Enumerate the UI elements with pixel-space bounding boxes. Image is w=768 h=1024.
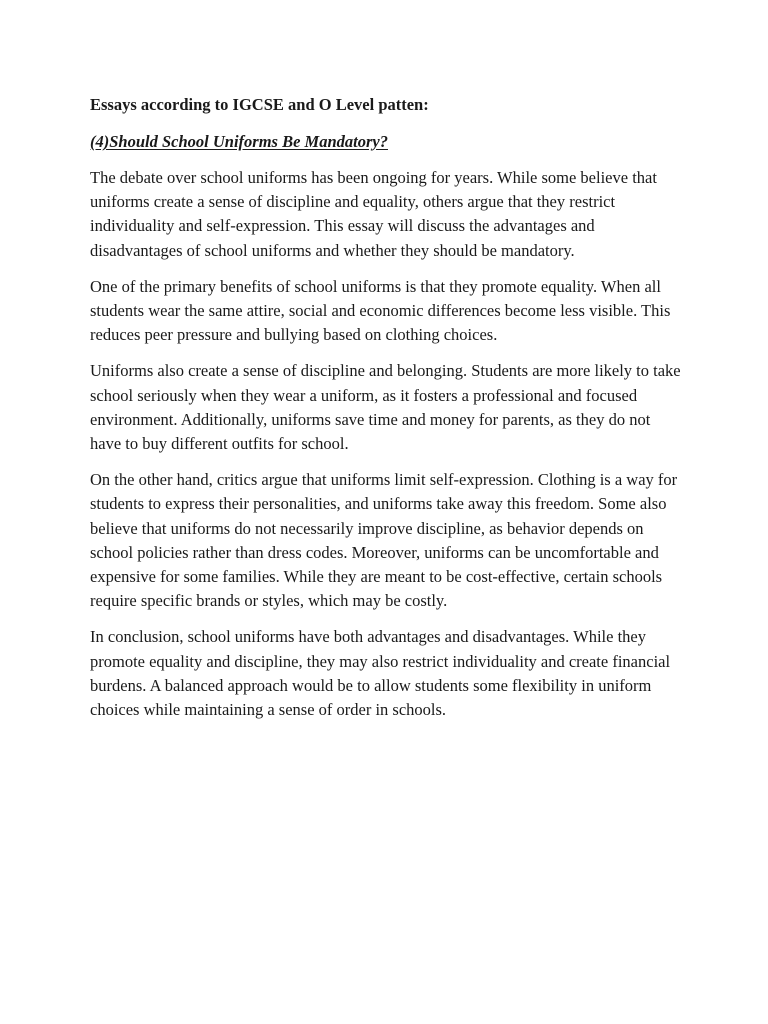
essay-title: (4)Should School Uniforms Be Mandatory?: [90, 132, 388, 151]
paragraph-conclusion: In conclusion, school uniforms have both advantages and disadvantages. While they promote equality and discipline, they may also restrict individuality and create financial burdens. A balanced approach would be to allow students some flexibility in uniform choices while maintaining a sense of order in schools.: [90, 627, 671, 720]
paragraph-criticism: On the other hand, critics argue that uniforms limit self-expression. Clothing is a way for students to express their personalities, and uniforms take away this freedom. Some also believe that uniforms do not necessarily improve discipline, as behavior depends on school policies rather than dress codes. Moreover, uniforms can be uncomfortable and expensive for some families. While they are meant to be cost-effective, certain schools require specific brands or styles, which may be costly.: [90, 470, 678, 611]
document-page: [90, 93, 682, 734]
paragraph-equality: One of the primary benefits of school uniforms is that they promote equality. When all students wear the same attire, social and economic differences become less visible. This reduces peer pressure and bullying based on clothing choices.: [90, 276, 671, 345]
paragraph-introduction: The debate over school uniforms has been ongoing for years. While some believe that uniforms create a sense of discipline and equality, others argue that they restrict individuality and self-expression. This essay will discuss the advantages and disadvantages of school uniforms and whether they should be mandatory.: [90, 168, 657, 260]
document-heading: Essays according to IGCSE and O Level patten:: [90, 95, 429, 114]
paragraph-discipline: Uniforms also create a sense of discipline and belonging. Students are more likely to take school seriously when they wear a uniform, as it fosters a professional and focused environment. Additionally, uniforms save time and money for parents, as they do not have to buy different outfits for school.: [90, 361, 681, 454]
